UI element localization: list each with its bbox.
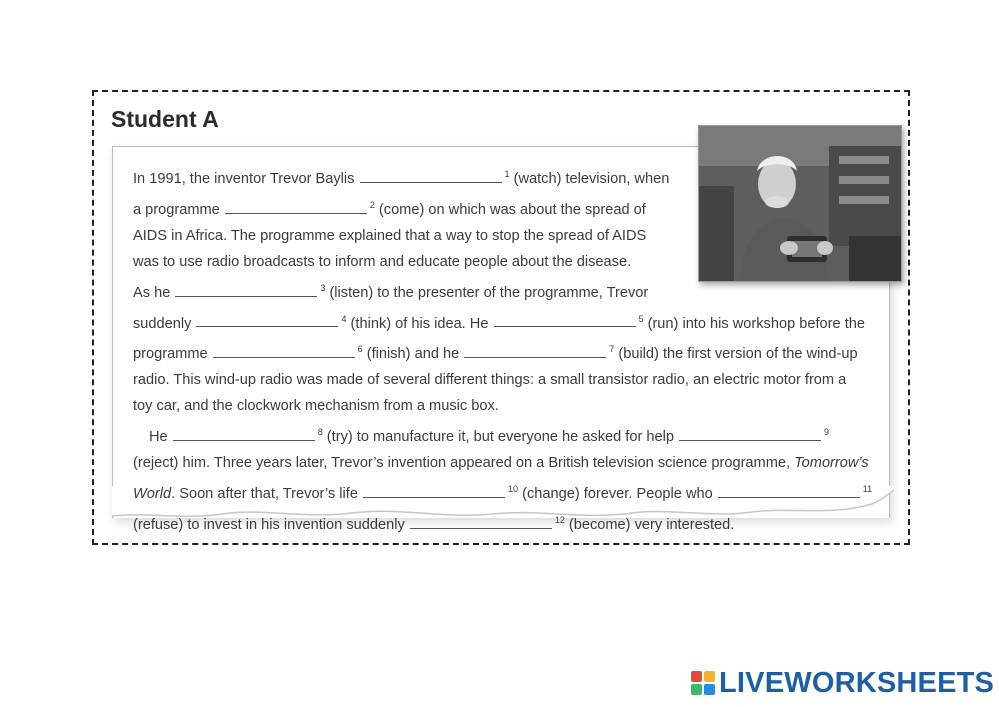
answer-blank-8[interactable] [173,426,315,441]
passage-text: (listen) to the presenter of the programme, Trevor [325,284,649,301]
passage-text: (reject) him. Three years later, Trevor’s invention appeared on a British television science programme, [133,455,795,472]
passage-text: As he [133,284,175,301]
passage-text: a programme [133,201,224,218]
answer-blank-2[interactable] [225,199,367,214]
logo-text: LIVEWORKSHEETS [719,666,995,699]
passage-text: (think) of his idea. He [346,315,493,332]
passage-text: (run) into his workshop before the [643,315,865,332]
blank-number: 10 [508,484,519,495]
answer-blank-11[interactable] [718,483,860,498]
blank-number: 4 [341,313,347,324]
blank-number: 5 [638,313,644,324]
passage-line [133,419,873,450]
passage-line [133,249,873,275]
passage-text: He [149,429,172,446]
passage-text: (come) on which was about the spread of [374,201,646,218]
worksheet-title: Student A [111,106,219,132]
answer-blank-3[interactable] [175,282,317,297]
passage-text: (watch) television, when [509,170,670,187]
passage-text: (change) forever. People who [518,486,717,503]
passage-text: suddenly [133,315,196,332]
passage-line [133,476,873,507]
liveworksheets-logo [691,668,994,698]
blank-number: 9 [824,427,830,438]
fill-in-passage [133,161,873,538]
passage-text: Tomorrow’s [794,455,869,472]
passage-line [133,306,873,337]
passage-text: World [133,486,172,503]
passage-text: (build) the first version of the wind-up [614,346,858,363]
passage-text: programme [133,346,212,363]
answer-blank-12[interactable] [410,514,552,529]
passage-line [133,223,873,249]
answer-blank-4[interactable] [196,312,338,327]
passage-line [133,450,873,476]
passage-text: (refuse) to invest in his invention suddenly [133,516,409,533]
passage-line [133,192,873,223]
blank-number: 12 [554,515,565,526]
passage-text: AIDS in Africa. The programme explained that a way to stop the spread of AIDS [133,227,647,244]
answer-blank-5[interactable] [494,312,636,327]
blank-number: 1 [504,169,510,179]
passage-line [133,393,873,419]
passage-text: (finish) and he [362,346,464,363]
passage-line [133,507,873,538]
passage-text: (become) very interested. [564,516,735,533]
passage-text: In 1991, the inventor Trevor Baylis [133,170,359,187]
passage-line [133,336,873,367]
blank-number: 11 [862,484,873,495]
answer-blank-10[interactable] [363,483,505,498]
answer-blank-1[interactable] [360,168,502,183]
blank-number: 3 [320,282,326,293]
passage-text: toy car, and the clockwork mechanism from a music box. [133,398,499,415]
passage-text: . Soon after that, Trevor’s life [171,486,363,503]
answer-blank-9[interactable] [679,426,821,441]
passage-line [133,367,873,393]
liveworksheets-logo-icon [691,671,715,695]
passage-line [133,275,873,306]
passage-text: radio. This wind-up radio was made of several different things: a small transistor radio, an electric motor from a [133,372,847,389]
blank-number: 8 [317,427,323,438]
passage-line [133,161,873,192]
passage-text: (try) to manufacture it, but everyone he asked for help [322,429,679,446]
blank-number: 7 [609,344,615,355]
blank-number: 6 [357,344,363,355]
blank-number: 2 [369,199,375,210]
passage-text: was to use radio broadcasts to inform and educate people about the disease. [133,253,632,270]
answer-blank-6[interactable] [213,343,355,358]
answer-blank-7[interactable] [464,343,606,358]
